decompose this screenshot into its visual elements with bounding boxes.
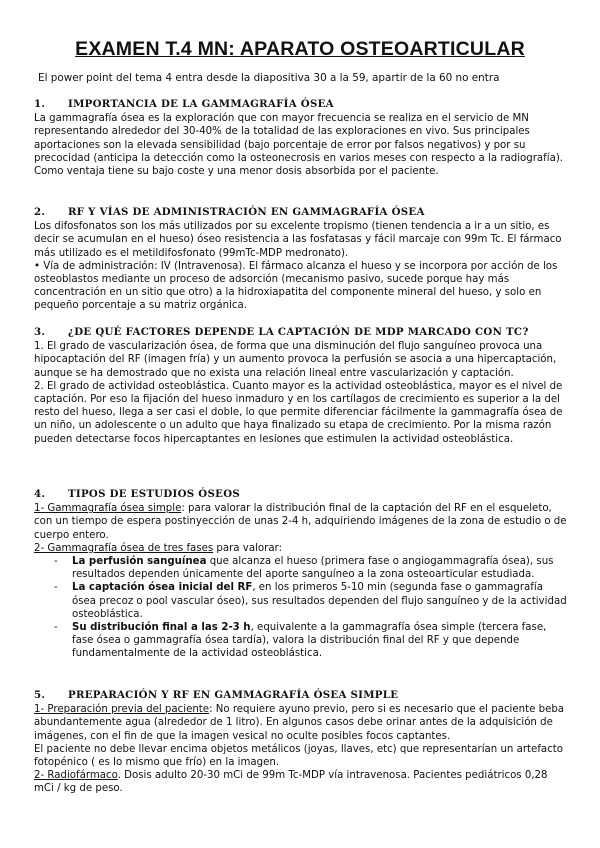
intro-note: El power point del tema 4 entra desde la diapositiva 30 a la 59, apartir de la 60 no entra <box>38 72 500 84</box>
section-3-title: ¿DE QUÉ FACTORES DEPENDE LA CAPTACIÓN DE MDP MARCADO CON TC? <box>68 326 529 338</box>
section-4-number: 4. <box>34 488 46 500</box>
section-4-item-1-text: : para valorar la distribución final de la captación del RF en el esqueleto, con un tiempo de espera postinyección de unas 2-4 h, adquiriendo imágenes de la zona de estudio o de cuerpo entero. <box>34 503 567 541</box>
bullet-dash: - <box>54 556 58 568</box>
section-5-heading <box>34 689 570 702</box>
bullet-bold: Su distribución final a las 2-3 h <box>72 622 251 634</box>
section-3-text-2: 2. El grado de actividad osteoblástica. Cuanto mayor es la actividad osteoblástica, mayor es el nivel de captación. Por eso la fijación del hueso inmaduro y en los cartílagos de crecimiento es superior a la del resto del hueso, llega a ser casi el doble, lo que permite diferenciar fácilmente la gammagrafía ósea de un niño, un adolescente o un adulto que haya finalizado su etapa de crecimiento. Por la misma razón pueden detectarse focos hipercaptantes en lesiones que estimulen la actividad osteoblástica. <box>34 380 563 445</box>
section-1-title: IMPORTANCIA DE LA GAMMAGRAFÍA ÓSEA <box>68 98 334 110</box>
bullet-text: , en los primeros 5-10 min (segunda fase o gammagrafía ósea precoz o pool vascular óseo), sus resultados dependen del flujo sanguíneo y de la actividad osteoblástica. <box>72 582 567 620</box>
section-5-item-1-text: : No requiere ayuno previo, pero si es necesario que el paciente beba abundantemente agua (alrededor de 1 litro). En algunos casos debe orinar antes de la adquisición de imágenes, con el fin de que la imagen vesical no oculte posibles focos captantes. <box>34 704 565 742</box>
list-item <box>34 555 570 581</box>
section-5-item-1 <box>34 703 570 743</box>
section-1-number: 1. <box>34 98 46 110</box>
bullet-dash: - <box>54 582 58 594</box>
section-4-heading <box>34 488 570 501</box>
section-3-number: 3. <box>34 326 46 338</box>
section-4-item-2 <box>34 542 570 555</box>
bullet-bold: La captación ósea inicial del RF <box>72 582 253 594</box>
section-5-number: 5. <box>34 689 46 701</box>
bullet-bold: La perfusión sanguínea <box>72 556 207 568</box>
section-5-item-3 <box>34 769 570 795</box>
section-3-heading <box>34 326 570 339</box>
section-4 <box>34 488 570 661</box>
section-2-number: 2. <box>34 206 46 218</box>
section-4-item-2-label: 2- Gammagrafía ósea de tres fases <box>34 542 214 554</box>
section-5-item-3-label: 2- Radiofármaco <box>34 770 118 782</box>
section-1 <box>34 98 570 178</box>
page-title: EXAMEN T.4 MN: APARATO OSTEOARTICULAR <box>75 38 525 60</box>
section-2 <box>34 206 570 313</box>
section-2-heading <box>34 206 570 219</box>
section-2-text-1: Los difosfonatos son los más utilizados por su excelente tropismo (tienen tendencia a ir a un sitio, es decir se acumulan en el hueso) óseo resistencia a las fosfatasas y fácil marcaje con 99m Tc. El fármaco más utilizado es el metildifosfonato (99mTc-MDP medronato). <box>34 221 562 259</box>
section-5-title: PREPARACIÓN Y RF EN GAMMAGRAFÍA ÓSEA SIMPLE <box>68 689 399 701</box>
section-5-text-2: El paciente no debe llevar encima objetos metálicos (joyas, llaves, etc) que representarían un artefacto fotopénico ( es lo mismo que frío) en la imagen. <box>34 743 563 769</box>
bullet-text: , equivalente a la gammagrafía ósea simple (tercera fase, fase ósea o gammagrafía ósea tardía), valora la distribución final del RF y que depende fundamentalmente de la actividad osteoblástica. <box>72 622 547 660</box>
section-4-title: TIPOS DE ESTUDIOS ÓSEOS <box>68 488 241 500</box>
list-item <box>34 621 570 661</box>
section-2-text-2: • Vía de administración: IV (Intravenosa). El fármaco alcanza el hueso y se incorpora por acción de los osteoblastos mediante un proceso de adsorción (mecanismo pasivo, sucede porque hay más concentración en un sitio que otro) a la hidroxiapatita del componente mineral del hueso, y solo en pequeño porcentaje a su matriz orgánica. <box>34 260 558 312</box>
bullet-text: que alcanza el hueso (primera fase o angiogammagrafía ósea), sus resultados dependen únicamente del aporte sanguíneo a la zona osteoarticular estudiada. <box>72 556 554 581</box>
section-5-item-3-text: . Dosis adulto 20-30 mCi de 99m Tc-MDP vía intravenosa. Pacientes pediátricos 0,28 mCi / kg de peso. <box>34 770 548 795</box>
section-5-item-1-label: 1- Preparación previa del paciente <box>34 704 210 716</box>
section-1-heading <box>34 98 570 111</box>
section-4-item-1-label: 1- Gammagrafía ósea simple <box>34 503 182 515</box>
list-item <box>34 581 570 621</box>
section-4-item-2-text: para valorar: <box>213 542 282 554</box>
section-4-item-1 <box>34 502 570 542</box>
section-2-title: RF Y VÍAS DE ADMINISTRACIÓN EN GAMMAGRAFÍA ÓSEA <box>68 206 425 218</box>
section-3-text-1: 1. El grado de vascularización ósea, de forma que una disminución del flujo sanguíneo provoca una hipocaptación del RF (imagen fría) y un aumento provoca la perfusión se asocia a una hipercaptación, aunque se ha demostrado que no exista una relación lineal entre vascularización y captación. <box>34 341 557 379</box>
section-1-text: La gammagrafía ósea es la exploración que con mayor frecuencia se realiza en el servicio de MN representando alrededor del 30-40% de la totalidad de las exploraciones en vivo. Sus principales aportaciones son la elevada sensibilidad (bajo porcentaje de error por falsos negativos) y por su precocidad (anticipa la detección como la osteonecrosis en varios meses con respecto a la radiografía). Como ventaja tiene su bajo coste y una menor dosis absorbida por el paciente. <box>34 113 564 178</box>
section-5 <box>34 689 570 796</box>
bullet-dash: - <box>54 622 58 634</box>
section-4-bullet-list <box>34 555 570 661</box>
section-3 <box>34 326 570 446</box>
